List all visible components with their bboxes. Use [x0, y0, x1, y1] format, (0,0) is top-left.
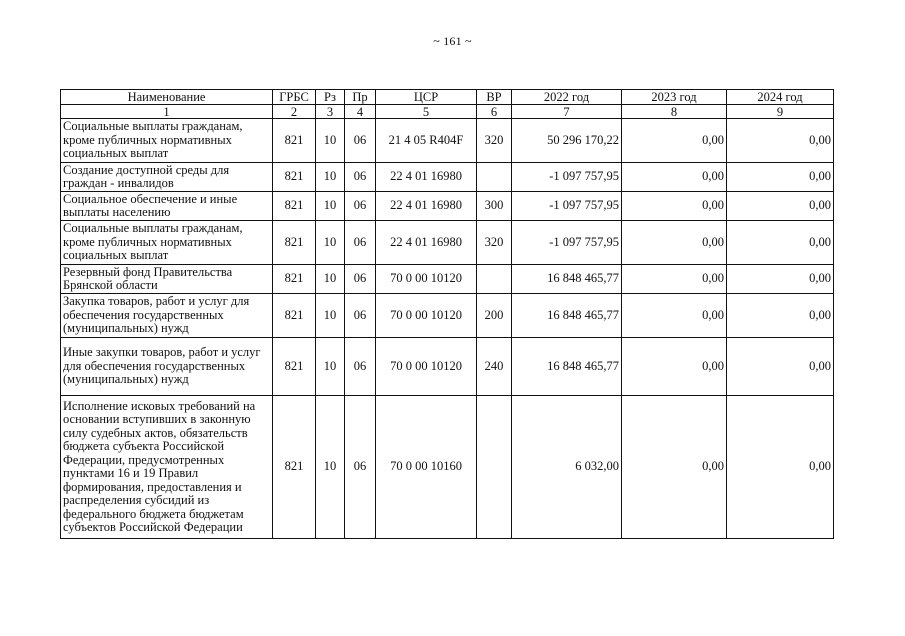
table-row — [61, 119, 834, 163]
table-row — [61, 192, 834, 221]
row-vr — [477, 163, 512, 192]
row-pr: 06 — [345, 192, 376, 221]
row-name: Создание доступной среды для граждан - инвалидов — [61, 163, 273, 192]
row-pr: 06 — [345, 163, 376, 192]
column-number: 2 — [273, 105, 316, 119]
row-pr: 06 — [345, 294, 376, 338]
header-2024: 2024 год — [727, 90, 834, 105]
row-grbs: 821 — [273, 119, 316, 163]
row-vr: 320 — [477, 119, 512, 163]
row-csr: 22 4 01 16980 — [376, 192, 477, 221]
row-2023: 0,00 — [622, 396, 727, 539]
row-2024: 0,00 — [727, 192, 834, 221]
row-name: Социальные выплаты гражданам, кроме публичных нормативных социальных выплат — [61, 119, 273, 163]
row-2023: 0,00 — [622, 192, 727, 221]
row-2022: 50 296 170,22 — [512, 119, 622, 163]
row-2024: 0,00 — [727, 221, 834, 265]
row-csr: 70 0 00 10120 — [376, 338, 477, 396]
header-grbs: ГРБС — [273, 90, 316, 105]
row-rz: 10 — [316, 221, 345, 265]
row-name: Резервный фонд Правительства Брянской области — [61, 265, 273, 294]
row-name: Иные закупки товаров, работ и услуг для обеспечения государственных (муниципальных) нужд — [61, 338, 273, 396]
row-2022: 16 848 465,77 — [512, 294, 622, 338]
row-2022: 16 848 465,77 — [512, 338, 622, 396]
row-vr: 300 — [477, 192, 512, 221]
row-grbs: 821 — [273, 265, 316, 294]
row-2022: -1 097 757,95 — [512, 192, 622, 221]
header-pr: Пр — [345, 90, 376, 105]
row-grbs: 821 — [273, 338, 316, 396]
header-csr: ЦСР — [376, 90, 477, 105]
row-2024: 0,00 — [727, 265, 834, 294]
table-row — [61, 163, 834, 192]
row-vr — [477, 396, 512, 539]
row-2022: -1 097 757,95 — [512, 163, 622, 192]
row-csr: 70 0 00 10160 — [376, 396, 477, 539]
row-pr: 06 — [345, 221, 376, 265]
row-rz: 10 — [316, 396, 345, 539]
row-2024: 0,00 — [727, 396, 834, 539]
column-number-row — [61, 105, 834, 119]
row-2022: 16 848 465,77 — [512, 265, 622, 294]
row-rz: 10 — [316, 294, 345, 338]
header-name: Наименование — [61, 90, 273, 105]
column-number: 8 — [622, 105, 727, 119]
row-csr: 21 4 05 R404F — [376, 119, 477, 163]
page-number: ~ 161 ~ — [433, 34, 472, 48]
row-grbs: 821 — [273, 163, 316, 192]
row-rz: 10 — [316, 192, 345, 221]
row-rz: 10 — [316, 163, 345, 192]
table-row — [61, 396, 834, 539]
header-rz: Рз — [316, 90, 345, 105]
header-2023: 2023 год — [622, 90, 727, 105]
column-number: 6 — [477, 105, 512, 119]
row-2023: 0,00 — [622, 338, 727, 396]
table-row — [61, 265, 834, 294]
table-row — [61, 221, 834, 265]
row-grbs: 821 — [273, 221, 316, 265]
row-vr: 200 — [477, 294, 512, 338]
row-2023: 0,00 — [622, 119, 727, 163]
row-name: Закупка товаров, работ и услуг для обеспечения государственных (муниципальных) нужд — [61, 294, 273, 338]
table-row — [61, 338, 834, 396]
row-grbs: 821 — [273, 396, 316, 539]
column-number: 1 — [61, 105, 273, 119]
table-row — [61, 294, 834, 338]
row-2024: 0,00 — [727, 294, 834, 338]
row-rz: 10 — [316, 338, 345, 396]
row-2023: 0,00 — [622, 221, 727, 265]
row-2024: 0,00 — [727, 119, 834, 163]
row-pr: 06 — [345, 265, 376, 294]
budget-table — [60, 89, 834, 539]
row-pr: 06 — [345, 119, 376, 163]
row-2022: 6 032,00 — [512, 396, 622, 539]
row-csr: 70 0 00 10120 — [376, 294, 477, 338]
row-csr: 70 0 00 10120 — [376, 265, 477, 294]
header-row — [61, 90, 834, 105]
row-2024: 0,00 — [727, 338, 834, 396]
row-rz: 10 — [316, 265, 345, 294]
row-name: Исполнение исковых требований на основании вступивших в законную силу судебных актов, обязательств бюджета субъекта Российской Федерации, предусмотренных пунктами 16 и 19 Правил формирования, предоставления и распределения субсидий из федерального бюджета бюджетам субъектов Российской Федерации — [61, 396, 273, 539]
row-2022: -1 097 757,95 — [512, 221, 622, 265]
row-name: Социальное обеспечение и иные выплаты населению — [61, 192, 273, 221]
row-vr: 240 — [477, 338, 512, 396]
row-2024: 0,00 — [727, 163, 834, 192]
row-grbs: 821 — [273, 294, 316, 338]
row-pr: 06 — [345, 396, 376, 539]
column-number: 9 — [727, 105, 834, 119]
column-number: 3 — [316, 105, 345, 119]
column-number: 4 — [345, 105, 376, 119]
row-pr: 06 — [345, 338, 376, 396]
column-number: 7 — [512, 105, 622, 119]
row-vr: 320 — [477, 221, 512, 265]
row-2023: 0,00 — [622, 163, 727, 192]
row-name: Социальные выплаты гражданам, кроме публичных нормативных социальных выплат — [61, 221, 273, 265]
row-csr: 22 4 01 16980 — [376, 163, 477, 192]
row-vr — [477, 265, 512, 294]
row-csr: 22 4 01 16980 — [376, 221, 477, 265]
column-number: 5 — [376, 105, 477, 119]
row-rz: 10 — [316, 119, 345, 163]
header-2022: 2022 год — [512, 90, 622, 105]
row-2023: 0,00 — [622, 294, 727, 338]
row-2023: 0,00 — [622, 265, 727, 294]
row-grbs: 821 — [273, 192, 316, 221]
header-vr: ВР — [477, 90, 512, 105]
